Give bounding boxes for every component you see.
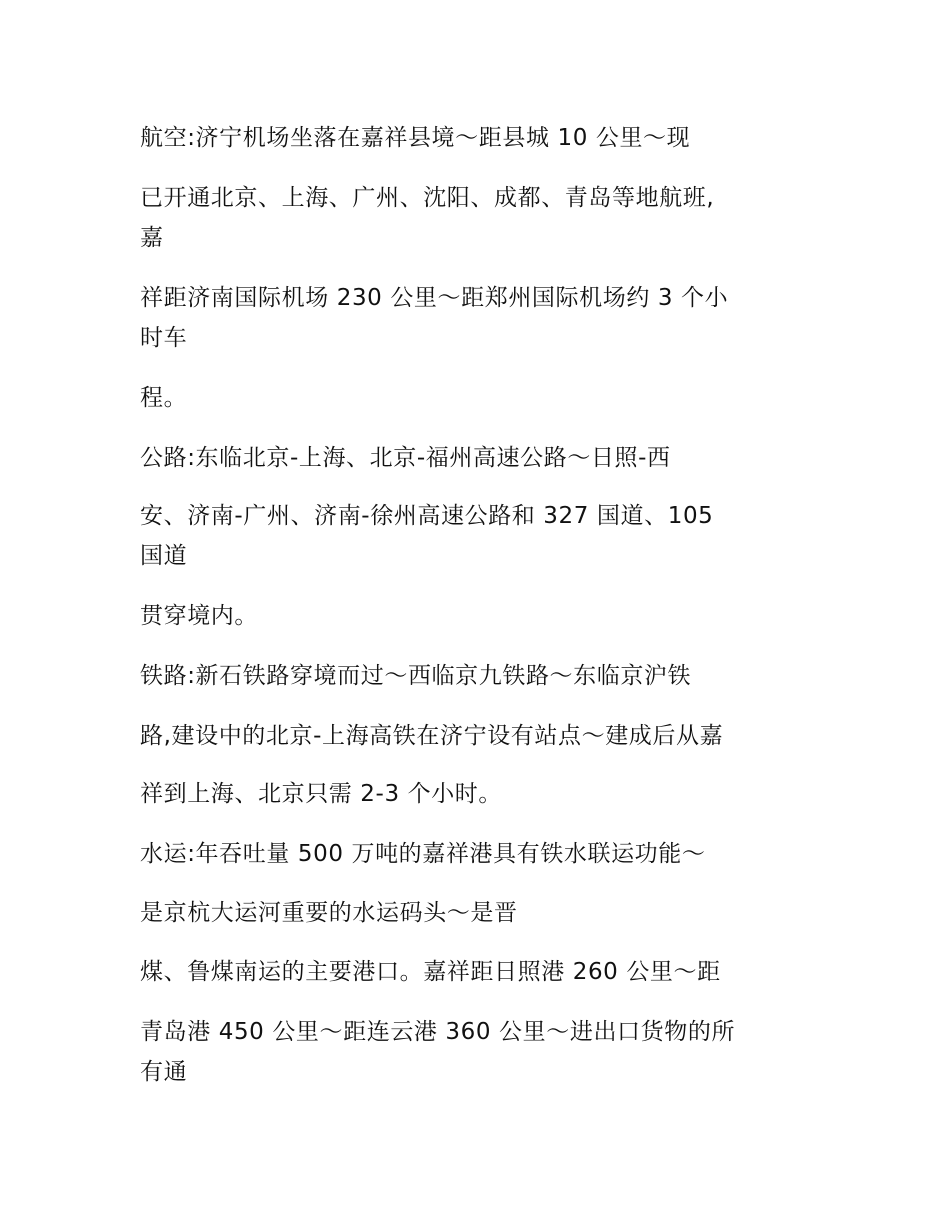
- text-line: 程。: [140, 385, 188, 411]
- text-line: 铁路:新石铁路穿境而过～西临京九铁路～东临京沪铁: [140, 663, 692, 689]
- text-line: 航空:济宁机场坐落在嘉祥县境～距县城 10 公里～现: [140, 125, 691, 151]
- text-line: 是京杭大运河重要的水运码头～是晋: [140, 900, 518, 926]
- text-line: 有通: [140, 1059, 188, 1085]
- text-line: 贯穿境内。: [140, 603, 258, 629]
- text-line: 已开通北京、上海、广州、沈阳、成都、青岛等地航班,: [140, 185, 715, 211]
- text-line: 安、济南-广州、济南-徐州高速公路和 327 国道、105: [140, 503, 714, 529]
- text-line: 时车: [140, 325, 188, 351]
- text-line: 公路:东临北京-上海、北京-福州高速公路～日照-西: [140, 445, 671, 471]
- text-line: 水运:年吞吐量 500 万吨的嘉祥港具有铁水联运功能～: [140, 841, 706, 867]
- text-line: 祥距济南国际机场 230 公里～距郑州国际机场约 3 个小: [140, 285, 729, 311]
- text-line: 煤、鲁煤南运的主要港口。嘉祥距日照港 260 公里～距: [140, 959, 721, 985]
- text-line: 国道: [140, 543, 188, 569]
- text-line: 祥到上海、北京只需 2-3 个小时。: [140, 781, 502, 807]
- text-line: 青岛港 450 公里～距连云港 360 公里～进出口货物的所: [140, 1019, 736, 1045]
- text-line: 路,建设中的北京-上海高铁在济宁设有站点～建成后从嘉: [140, 723, 724, 749]
- text-line: 嘉: [140, 225, 164, 251]
